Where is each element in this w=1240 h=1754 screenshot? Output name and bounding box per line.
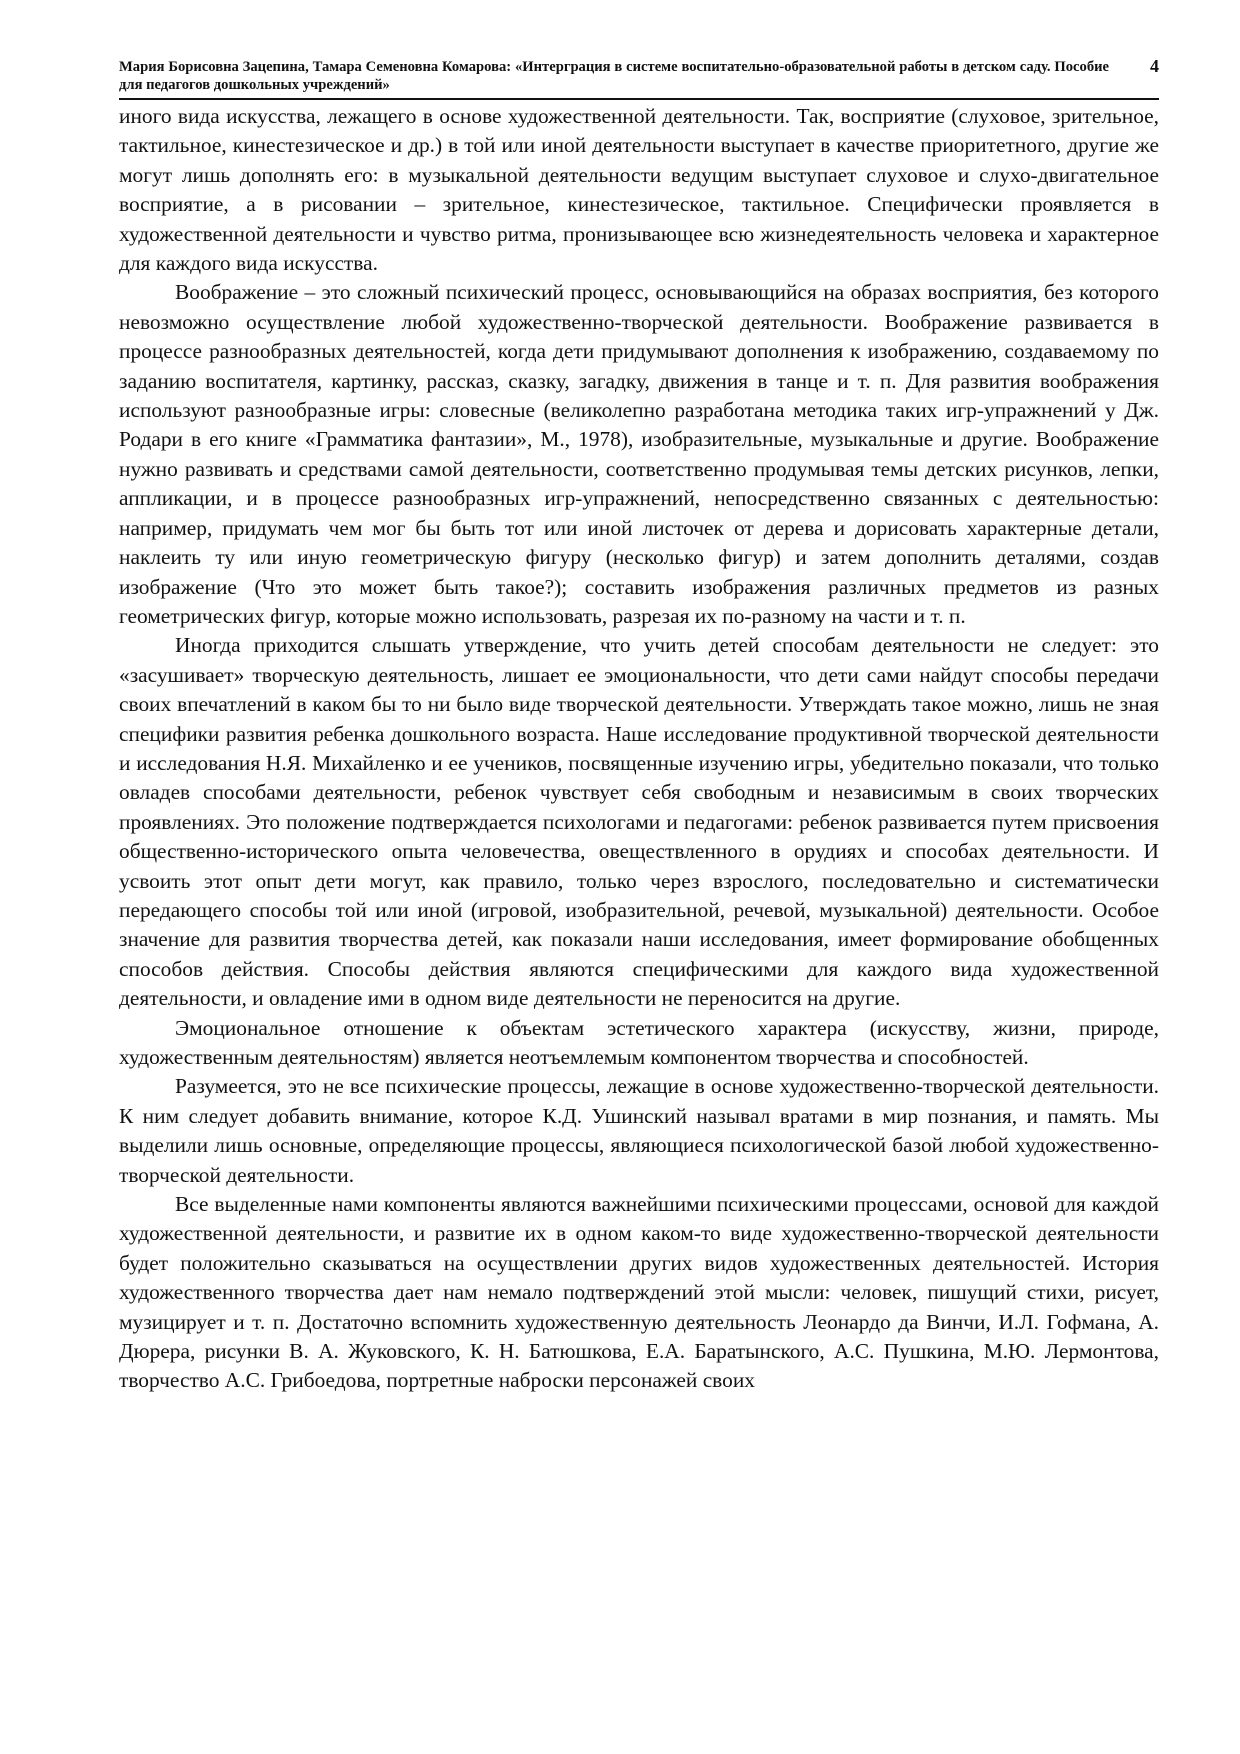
paragraph-teaching-methods: Иногда приходится слышать утверждение, что учить детей способам деятельности не следует: это «засушивает» творческую деятельность, лишает ее эмоциональности, что дети сами найдут способы передачи своих впечатлений в каком бы то ни было виде творческой деятельности. Утверждать такое можно, лишь не зная специфики развития ребенка дошкольного возраста. Наше исследование продуктивной творческой деятельности и исследования Н.Я. Михайленко и ее учеников, посвященные изучению игры, убедительно показали, что только овладев способами деятельности, ребенок чувствует себя свободным и независимым в своих творческих проявлениях. Это положение подтверждается психологами и педагогами: ребенок развивается путем присвоения общественно-исторического опыта человечества, овеществленного в орудиях и способах деятельности. И усвоить этот опыт дети могут, как правило, только через взрослого, последовательно и систематически передающего способы той или иной (игровой, изобразительной, речевой, музыкальной) деятельности. Особое значение для развития творчества детей, как показали наши исследования, имеет формирование обобщенных способов действия. Способы действия являются специфическими для каждого вида художественной деятельности, и овладение ими в одном виде деятельности не переносится на другие. — [119, 633, 1159, 1011]
paragraph-perception: иного вида искусства, лежащего в основе художественной деятельности. Так, восприятие (слуховое, зрительное, тактильное, кинестезическое и др.) в той или иной деятельности выступает в качестве приоритетного, другие же могут лишь дополнять его: в музыкальной деятельности ведущим выступает слуховое и слухо-двигательное восприятие, а в рисовании – зрительное, кинестезическое, тактильное. Специфически проявляется в художественной деятельности и чувство ритма, пронизывающее всю жизнедеятельность человека и характерное для каждого вида искусства. — [119, 104, 1159, 276]
paragraph-emotional-attitude: Эмоциональное отношение к объектам эстетического характера (искусству, жизни, природе, художественным деятельностям) является неотъемлемым компонентом творчества и способностей. — [119, 1015, 1159, 1069]
document-page — [119, 58, 1159, 1396]
page-header — [119, 58, 1159, 100]
paragraph-imagination: Воображение – это сложный психический процесс, основывающийся на образах восприятия, без которого невозможно осуществление любой художественно-творческой деятельности. Воображение развивается в процессе разнообразных деятельностей, когда дети придумывают дополнения к изображению, создаваемому по заданию воспитателя, картинку, рассказ, сказку, загадку, движения в танце и т. п. Для развития воображения используют разнообразные игры: словесные (великолепно разработана методика таких игр-упражнений у Дж. Родари в его книге «Грамматика фантазии», М., 1978), изобразительные, музыкальные и другие. Воображение нужно развивать и средствами самой деятельности, соответственно продумывая темы детских рисунков, лепки, аппликации, и в процессе разнообразных игр-упражнений, непосредственно связанных с деятельностью: например, придумать чем мог бы быть тот или иной листочек от дерева и дорисовать характерные детали, наклеить ту или иную геометрическую фигуру (несколько фигур) и затем дополнить деталями, создав изображение (Что это может быть такое?); составить изображения различных предметов из разных геометрических фигур, которые можно использовать, разрезая их по-разному на части и т. п. — [119, 280, 1159, 628]
running-header-title: Мария Борисовна Зацепина, Тамара Семеновна Комарова: «Интерграция в системе воспитательно-образовательной работы в детском саду. Пособие для педагогов дошкольных учреждений» — [119, 59, 1109, 93]
paragraph-other-processes: Разумеется, это не все психические процессы, лежащие в основе художественно-творческой деятельности. К ним следует добавить внимание, которое К.Д. Ушинский называл вратами в мир познания, и память. Мы выделили лишь основные, определяющие процессы, являющиеся психологической базой любой художественно-творческой деятельности. — [119, 1074, 1159, 1187]
paragraph-components: Все выделенные нами компоненты являются важнейшими психическими процессами, основой для каждой художественной деятельности, и развитие их в одном каком-то виде художественно-творческой деятельности будет положительно сказываться на осуществлении других видов художественных деятельностей. История художественного творчества дает нам немало подтверждений этой мысли: человек, пишущий стихи, рисует, музицирует и т. п. Достаточно вспомнить художественную деятельность Леонардо да Винчи, И.Л. Гофмана, А. Дюрера, рисунки В. А. Жуковского, К. Н. Батюшкова, Е.А. Баратынского, А.С. Пушкина, М.Ю. Лермонтова, творчество А.С. Грибоедова, портретные наброски персонажей своих — [119, 1192, 1159, 1393]
body-text — [119, 102, 1159, 1396]
page-number: 4 — [1150, 56, 1159, 76]
